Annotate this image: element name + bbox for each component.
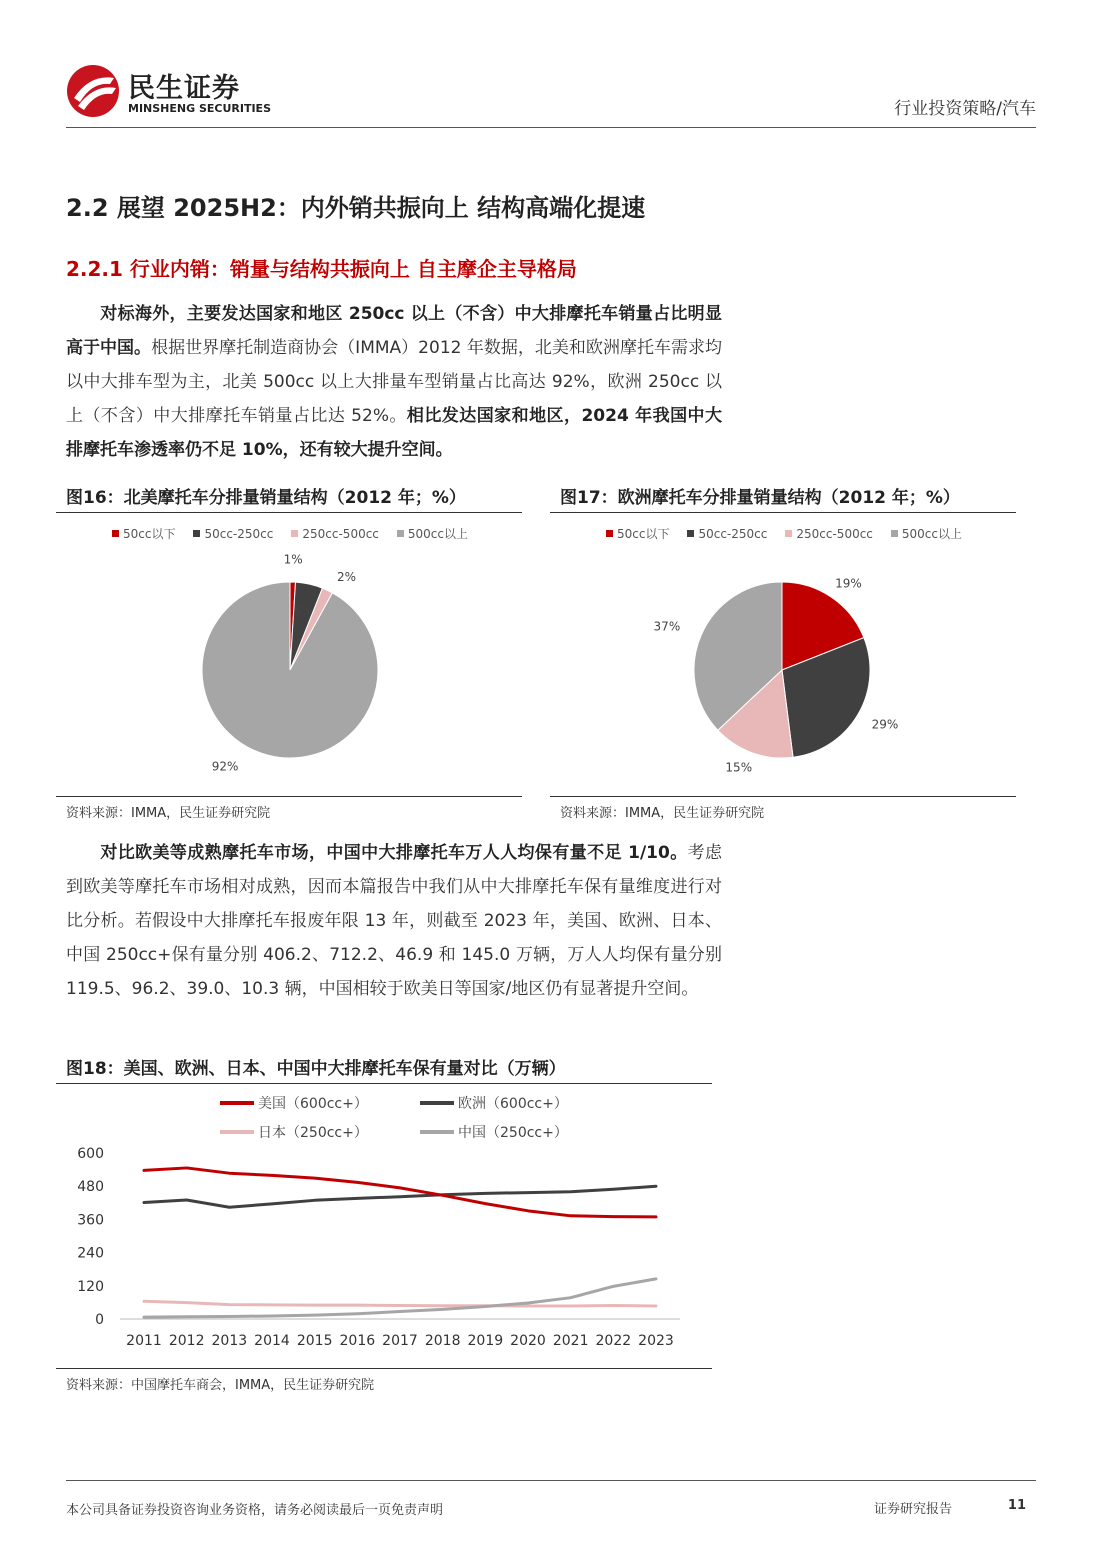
fig18-legend-label: 中国（250cc+） — [458, 1125, 568, 1141]
para2-bold: 对比欧美等成熟摩托车市场，中国中大排摩托车万人人均保有量不足 1/10。 — [100, 843, 688, 863]
para2-text: 考虑到欧美等摩托车市场相对成熟，因而本篇报告中我们从中大排摩托车保有量维度进行对比分析。若假设中大排摩托车报废年限 13 年，则截至 2023 年，美国、欧洲、日本、中国 250cc+保有量分别 406.2、712.2、46.9 和 145.0 万辆，万人人均保有量分别 119.5、96.2、39.0、10.3 辆，中国相较于欧美日等国家/地区仍有显著提升空间。 — [66, 843, 722, 999]
fig17-legend-item — [687, 525, 767, 542]
logo-text-en: MINSHENG SECURITIES — [128, 102, 271, 115]
fig16-legend-swatch — [291, 530, 298, 537]
fig16-legend-swatch — [193, 530, 200, 537]
fig18-x-tick-label: 2020 — [510, 1333, 546, 1349]
figure-18-line-chart — [60, 1085, 700, 1365]
fig18-x-tick-label: 2023 — [638, 1333, 674, 1349]
fig18-y-tick-label: 120 — [77, 1278, 104, 1295]
fig18-series-line — [144, 1301, 656, 1306]
fig16-legend-label: 50cc-250cc — [204, 526, 274, 541]
fig16-legend-swatch — [397, 530, 404, 537]
figure-18-title: 图18：美国、欧洲、日本、中国中大排摩托车保有量对比（万辆） — [56, 1054, 712, 1084]
fig17-legend-swatch — [606, 530, 613, 537]
fig18-x-tick-label: 2011 — [126, 1333, 162, 1349]
fig16-legend-item — [193, 525, 273, 542]
fig17-data-label: 15% — [725, 760, 753, 775]
fig16-legend-item — [291, 525, 379, 542]
fig18-x-tick-label: 2017 — [382, 1333, 418, 1349]
page-header — [66, 62, 1036, 128]
fig18-y-tick-label: 240 — [77, 1245, 104, 1262]
fig18-x-tick-label: 2012 — [168, 1333, 205, 1349]
fig17-legend-swatch — [891, 530, 898, 537]
subsection-heading: 2.2.1 行业内销：销量与结构共振向上 自主摩企主导格局 — [66, 257, 577, 281]
fig18-x-tick-label: 2014 — [254, 1333, 290, 1349]
fig16-data-label: 2% — [337, 570, 357, 585]
section-label: 行业投资策略/汽车 — [894, 99, 1036, 119]
fig17-legend-swatch — [785, 530, 792, 537]
fig17-legend-swatch — [687, 530, 694, 537]
fig16-legend-item — [397, 525, 468, 542]
paragraph-2 — [66, 836, 722, 1006]
fig18-y-tick-label: 480 — [77, 1179, 104, 1196]
fig16-legend-label: 250cc-500cc — [302, 526, 379, 541]
fig18-x-tick-label: 2022 — [595, 1333, 632, 1349]
figure-17-source: 资料来源：IMMA，民生证券研究院 — [550, 796, 1016, 821]
fig17-legend-label: 50cc-250cc — [698, 526, 768, 541]
footer-disclaimer: 本公司具备证券投资咨询业务资格，请务必阅读最后一页免责声明 — [66, 1480, 1036, 1518]
footer-report-type: 证券研究报告 — [873, 1502, 952, 1517]
fig18-y-tick-label: 600 — [77, 1146, 104, 1162]
fig16-slice — [202, 582, 378, 758]
fig18-x-tick-label: 2015 — [296, 1333, 333, 1349]
fig18-x-tick-label: 2016 — [339, 1333, 376, 1349]
figure-16-source: 资料来源：IMMA，民生证券研究院 — [56, 796, 522, 821]
figure-17-legend — [606, 525, 962, 542]
fig16-legend-label: 50cc以下 — [123, 527, 176, 541]
para1-bold: 对标海外，主要发达国家和地区 250cc 以上（不含）中大排摩托车销量占比明显高于中国。 — [66, 304, 722, 358]
section-heading: 2.2 展望 2025H2：内外销共振向上 结构高端化提速 — [66, 194, 646, 222]
fig18-x-tick-label: 2013 — [211, 1333, 248, 1349]
logo-text-cn: 民生证券 — [128, 73, 240, 104]
fig17-data-label: 37% — [653, 619, 681, 634]
fig18-y-tick-label: 360 — [77, 1212, 104, 1229]
fig18-legend-label: 欧洲（600cc+） — [458, 1096, 568, 1112]
figure-16-pie-chart — [180, 552, 420, 774]
fig17-data-label: 29% — [871, 717, 899, 732]
figure-17-pie-chart — [653, 560, 920, 775]
fig16-legend-item — [112, 525, 175, 542]
minsheng-logo-icon — [66, 64, 120, 118]
fig18-legend-label: 美国（600cc+） — [258, 1096, 368, 1112]
fig17-legend-item — [891, 525, 962, 542]
fig17-legend-label: 500cc以上 — [901, 527, 963, 541]
fig18-legend-label: 日本（250cc+） — [258, 1125, 368, 1141]
fig16-legend-swatch — [112, 530, 119, 537]
fig18-y-tick-label: 0 — [95, 1312, 104, 1328]
fig17-legend-label: 50cc以下 — [617, 527, 670, 541]
figure-18-source: 资料来源：中国摩托车商会，IMMA，民生证券研究院 — [56, 1368, 712, 1393]
fig18-x-tick-label: 2018 — [424, 1333, 461, 1349]
paragraph-1 — [66, 297, 722, 467]
fig18-x-tick-label: 2021 — [552, 1333, 589, 1349]
fig17-legend-label: 250cc-500cc — [796, 526, 873, 541]
fig16-data-label: 5% — [293, 603, 313, 618]
fig18-x-tick-label: 2019 — [467, 1333, 504, 1349]
page-number: 11 — [1007, 1498, 1026, 1513]
fig16-data-label: 92% — [211, 759, 239, 774]
figure-17-title: 图17：欧洲摩托车分排量销量结构（2012 年；%） — [550, 483, 1016, 513]
figure-16-legend — [112, 525, 468, 542]
para1-text: 根据世界摩托制造商协会（IMMA）2012 年数据，北美和欧洲摩托车需求均以中大排车型为主，北美 500cc 以上大排量车型销量占比高达 92%，欧洲 250cc 以上（不含）中大排摩托车销量占比达 52%。 — [66, 338, 722, 426]
fig17-legend-item — [785, 525, 873, 542]
para1-bold2: 相比发达国家和地区，2024 年我国中大排摩托车渗透率仍不足 10%，还有较大提升空间。 — [66, 406, 722, 460]
fig17-legend-item — [606, 525, 669, 542]
figure-16-title: 图16：北美摩托车分排量销量结构（2012 年；%） — [56, 483, 522, 513]
fig16-legend-label: 500cc以上 — [407, 527, 469, 541]
fig16-data-label: 1% — [283, 552, 303, 567]
fig18-series-line — [144, 1279, 656, 1317]
fig17-data-label: 19% — [835, 576, 862, 591]
